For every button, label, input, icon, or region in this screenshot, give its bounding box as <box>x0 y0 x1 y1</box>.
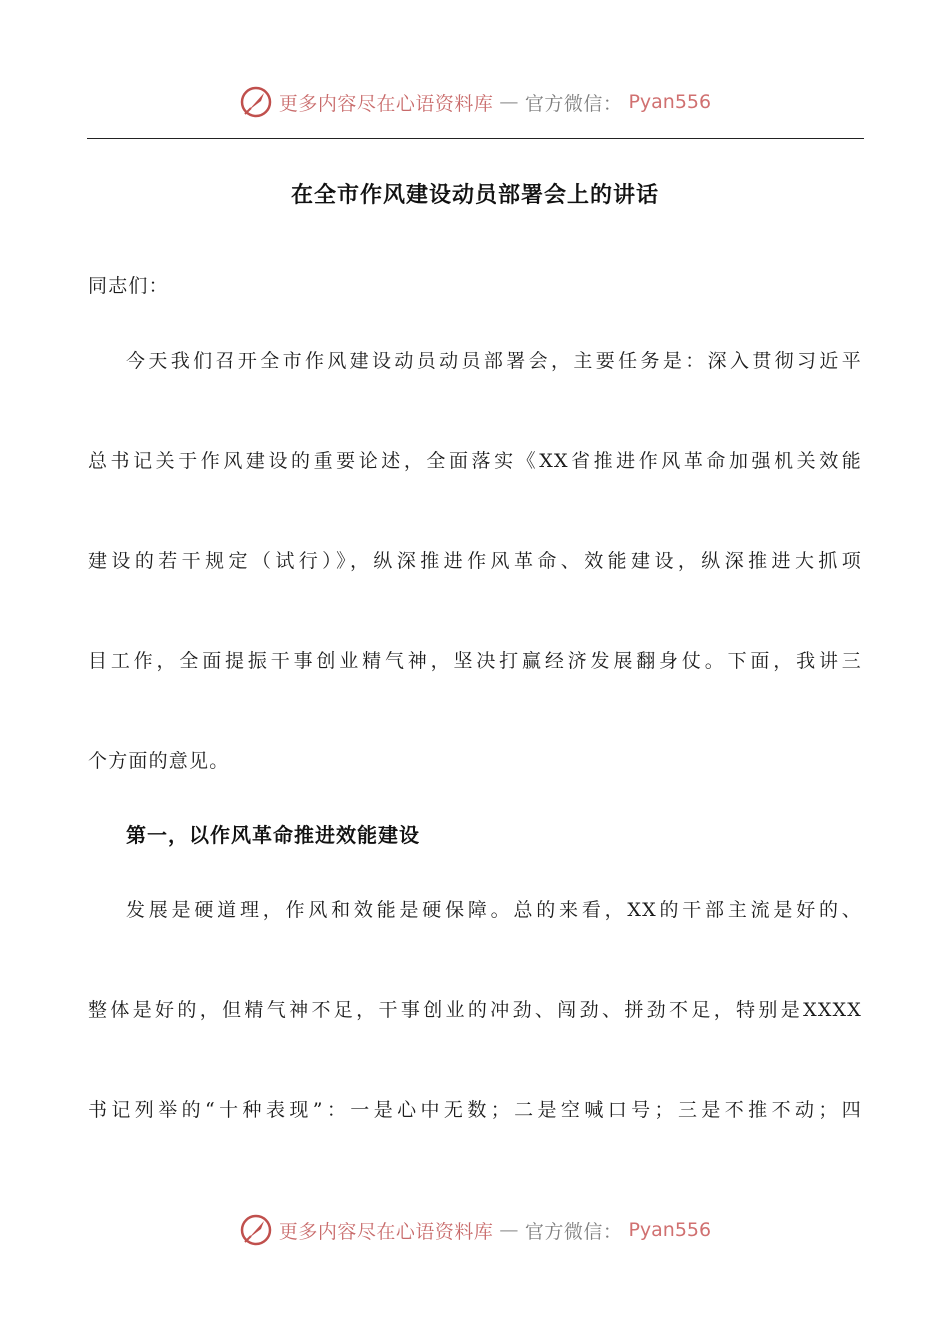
header-banner <box>0 82 950 122</box>
document-title: 在全市作风建设动员部署会上的讲话 <box>290 183 659 208</box>
para2-line-3: 书记列举的“十种表现”：一是心中无数；二是空喊口号；三是不推不动；四 <box>88 1099 862 1121</box>
para1-line-1: 今天我们召开全市作风建设动员动员部署会，主要任务是：深入贯彻习近平 <box>126 350 862 372</box>
banner-wechat-id: Pyan556 <box>628 91 712 113</box>
salutation: 同志们： <box>88 275 169 297</box>
header-rule <box>87 138 864 139</box>
banner-separator: — <box>499 91 519 113</box>
footer-banner-separator: — <box>499 1219 519 1241</box>
para2-line-1: 发展是硬道理，作风和效能是硬保障。总的来看，XX的干部主流是好的、 <box>126 899 862 921</box>
footer-banner-text: 更多内容尽在心语资料库 <box>278 1220 494 1243</box>
banner-text: 更多内容尽在心语资料库 <box>278 92 494 115</box>
para1-line-4: 目工作，全面提振干事创业精气神，坚决打赢经济发展翻身仗。下面，我讲三 <box>88 650 862 672</box>
quill-logo-icon <box>239 85 273 119</box>
para1-line-3: 建设的若干规定（试行）》，纵深推进作风革命、效能建设，纵深推进大抓项 <box>88 550 862 572</box>
para1-line-5: 个方面的意见。 <box>88 750 230 772</box>
quill-logo-icon <box>239 1213 273 1247</box>
para1-line-2: 总书记关于作风建设的重要论述，全面落实《XX省推进作风革命加强机关效能 <box>88 450 862 472</box>
footer-banner <box>0 1210 950 1250</box>
banner-wechat-label: 官方微信： <box>524 92 623 115</box>
para2-line-2: 整体是好的，但精气神不足，干事创业的冲劲、闯劲、拼劲不足，特别是XXXX <box>88 999 862 1021</box>
footer-banner-wechat-id: Pyan556 <box>628 1219 712 1241</box>
footer-banner-wechat-label: 官方微信： <box>524 1220 623 1243</box>
section-heading-1: 第一，以作风革命推进效能建设 <box>126 823 420 847</box>
